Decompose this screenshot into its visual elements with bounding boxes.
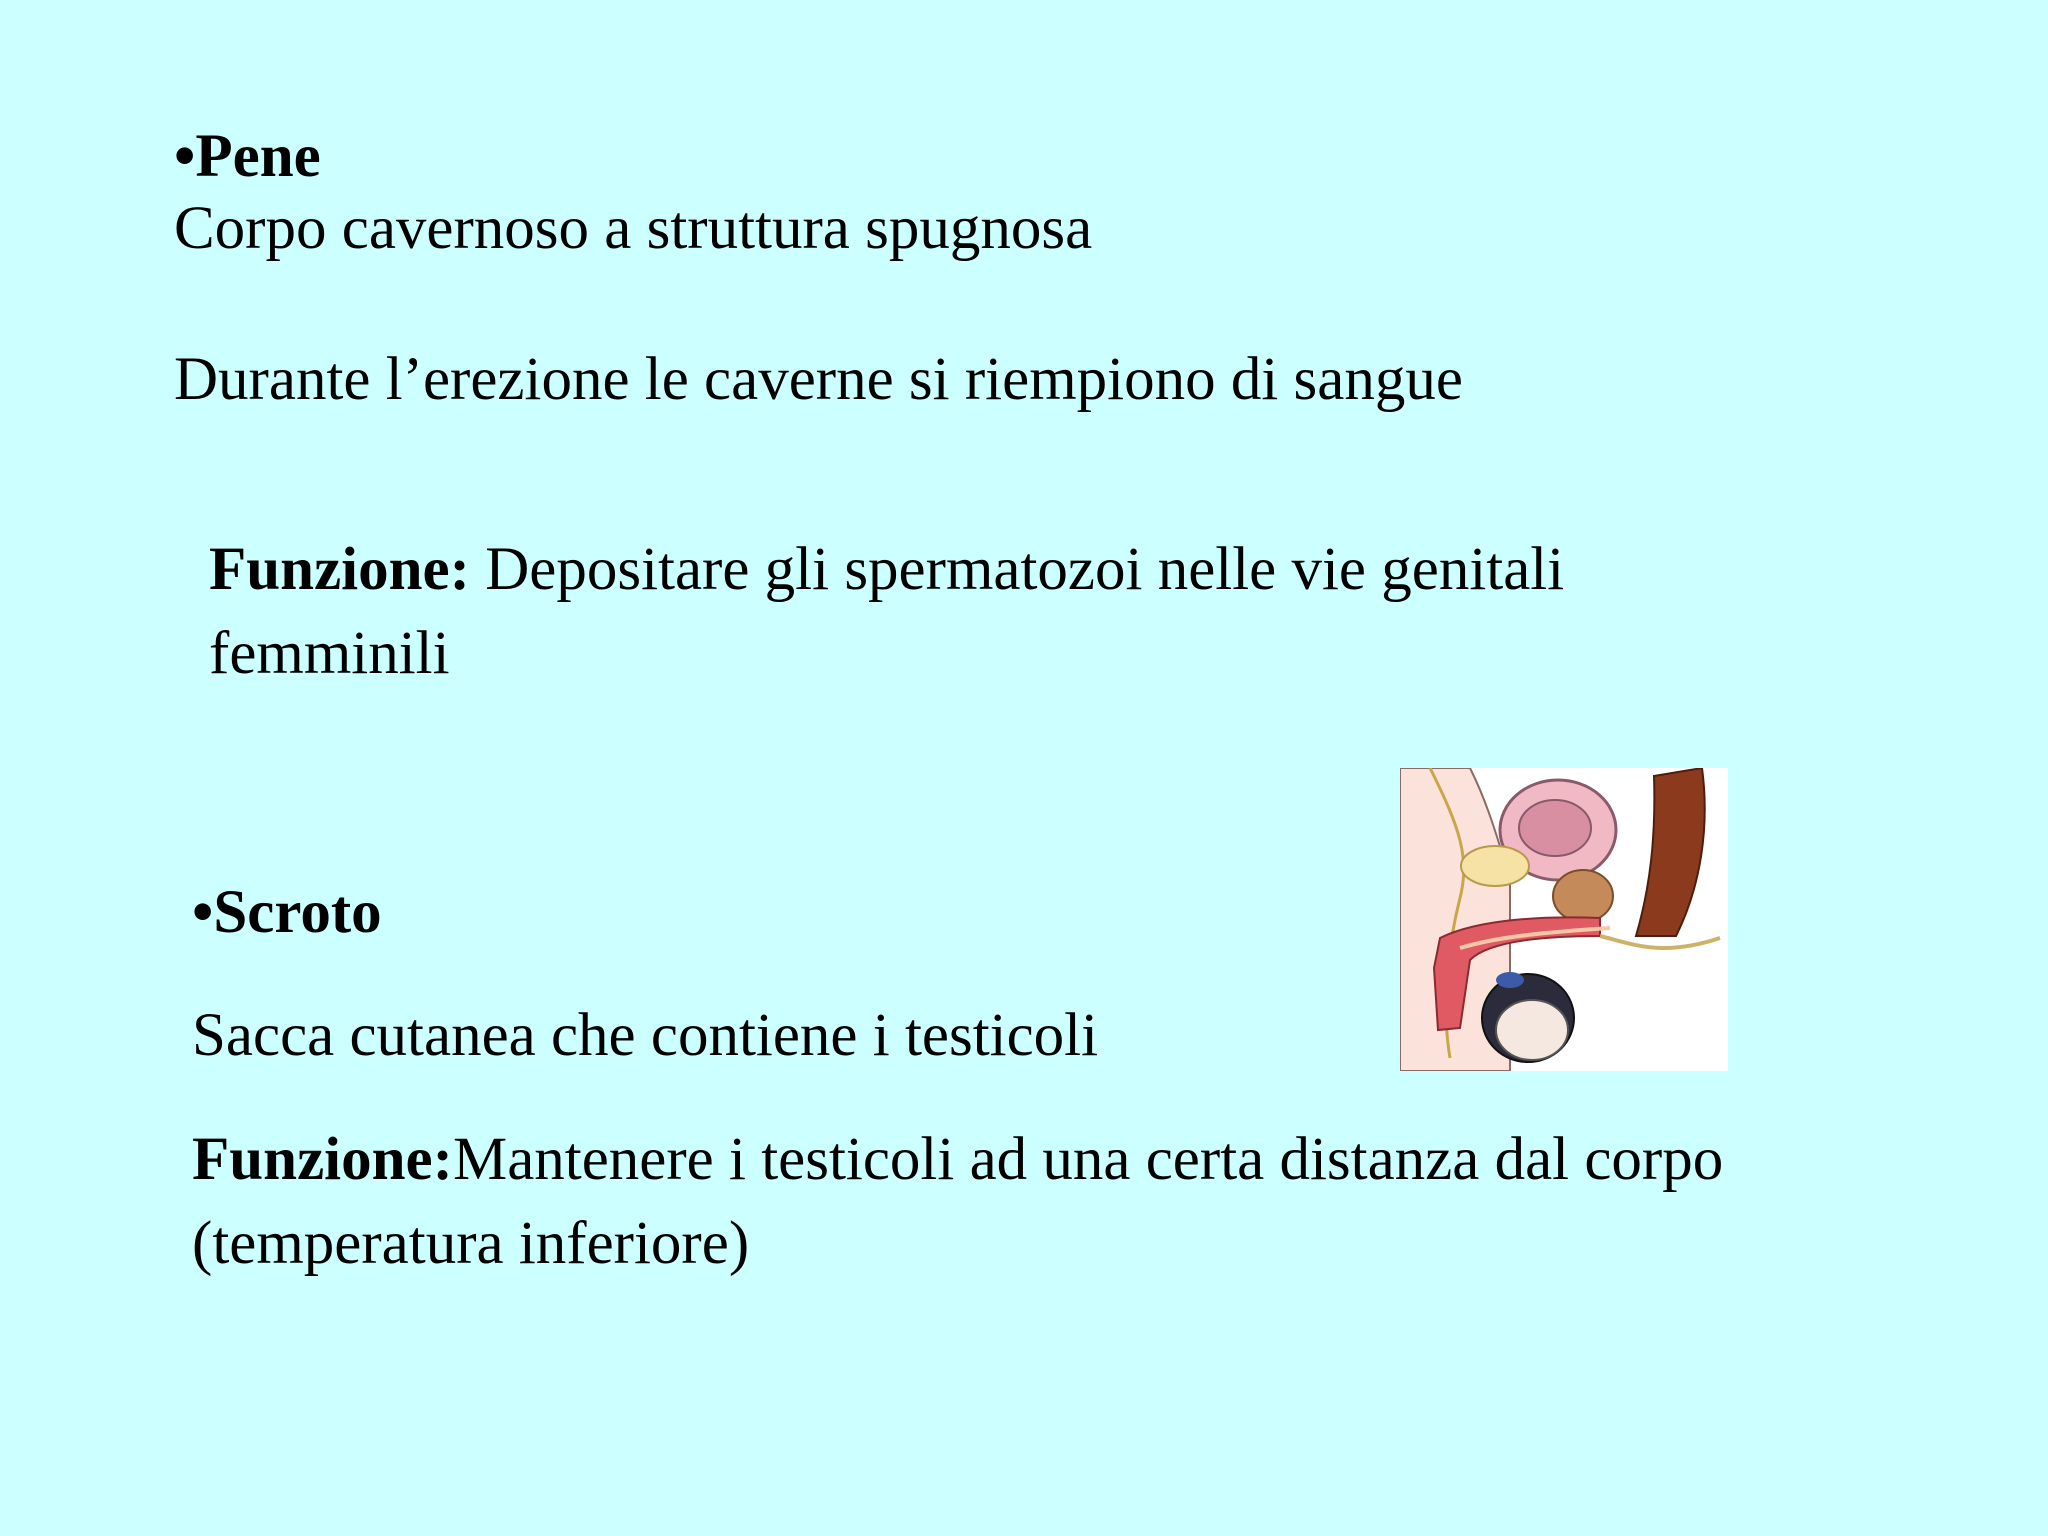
anatomy-figure [1400,768,1728,1071]
scroto-function-text: Mantenere i testicoli ad una certa distanza dal corpo (temperatura inferiore) [192,1126,1724,1277]
male-reproductive-anatomy-icon [1400,768,1728,1071]
pene-description: Corpo cavernoso a struttura spugnosa [174,195,1093,262]
pene-function-label: Funzione: [209,536,470,603]
pene-function [209,528,1769,696]
pene-heading: •Pene [174,123,321,190]
scroto-heading: •Scroto [192,879,382,946]
pene-function-text: Depositare gli spermatozoi nelle vie genitali femminili [209,536,1565,687]
pene-erection-text: Durante l’erezione le caverne si riempiono di sangue [174,346,1463,413]
scroto-function-label: Funzione: [192,1126,453,1193]
scroto-description: Sacca cutanea che contiene i testicoli [192,1002,1099,1069]
scroto-function [192,1118,1752,1286]
